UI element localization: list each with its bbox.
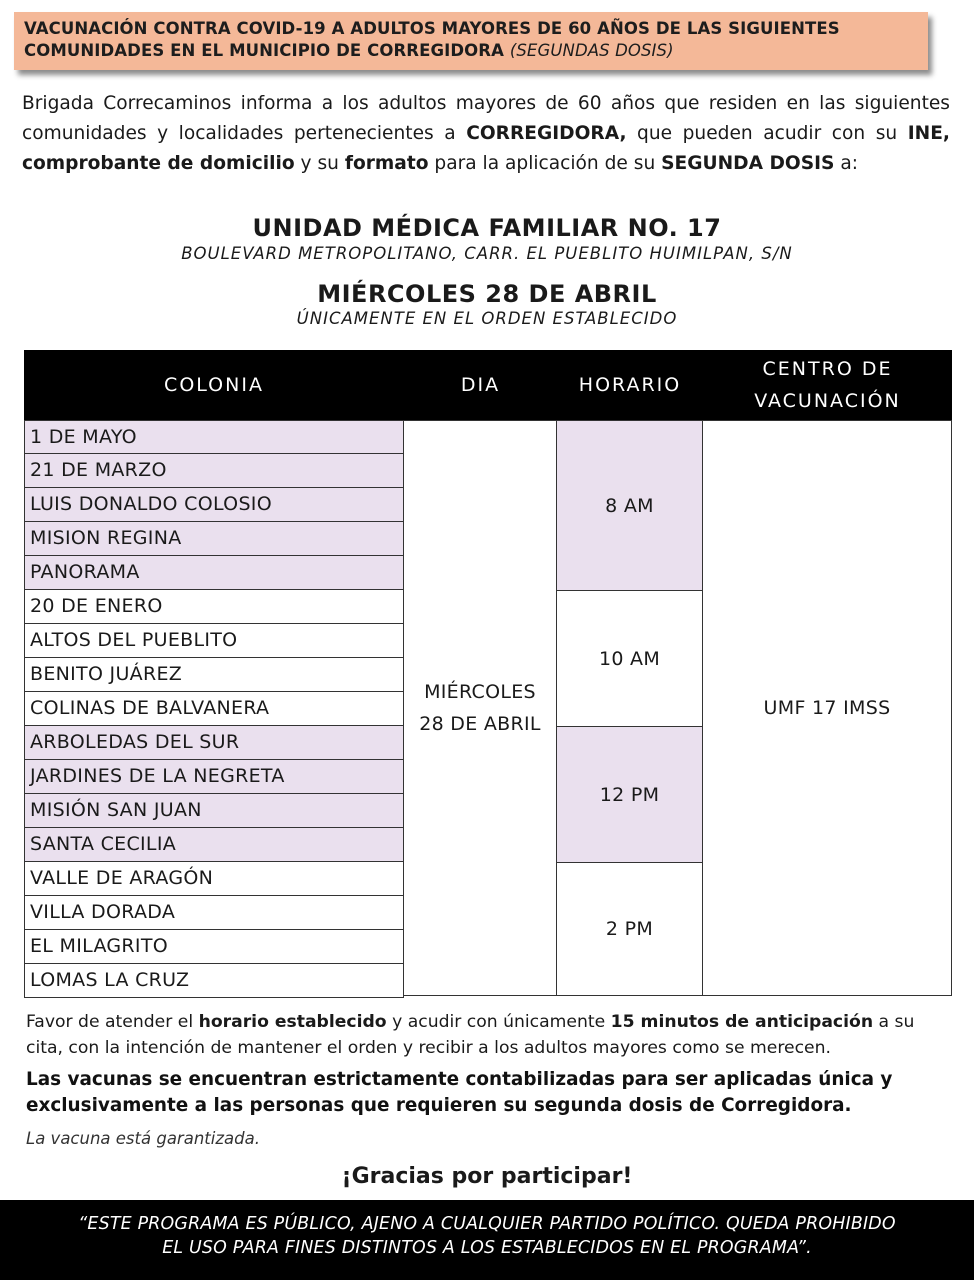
attendance-note xyxy=(26,1009,954,1061)
time-cell-12pm: 12 PM xyxy=(556,726,703,863)
intro-text-3: y su xyxy=(294,153,345,174)
note1-text-a: Favor de atender el xyxy=(26,1012,199,1032)
vaccination-center-cell: UMF 17 IMSS xyxy=(702,420,952,996)
date-title: MIÉRCOLES 28 DE ABRIL xyxy=(317,280,657,308)
table-row: BENITO JUÁREZ xyxy=(24,658,404,692)
header-colonia: COLONIA xyxy=(164,374,264,396)
table-row: EL MILAGRITO xyxy=(24,930,404,964)
footer-line-2: EL USO PARA FINES DISTINTOS A LOS ESTABLECIDOS EN EL PROGRAMA”. xyxy=(162,1238,812,1258)
table-row: SANTA CECILIA xyxy=(24,828,404,862)
intro-text-1: Brigada Correcaminos informa a los adultos mayores de 60 años que residen en las siguientes comunidades y localidades pertenecientes a xyxy=(22,93,950,144)
table-row: 1 DE MAYO xyxy=(24,420,404,454)
banner-line-2-text: COMUNIDADES EN EL MUNICIPIO DE CORREGIDORA xyxy=(24,41,504,60)
header-centro xyxy=(703,350,952,420)
intro-bold-1: CORREGIDORA, xyxy=(466,123,627,144)
table-row: 20 DE ENERO xyxy=(24,590,404,624)
intro-text-2: que pueden acudir con su xyxy=(626,123,908,144)
table-row: ARBOLEDAS DEL SUR xyxy=(24,726,404,760)
title-banner xyxy=(14,12,928,70)
guarantee-note: La vacuna está garantizada. xyxy=(26,1129,260,1148)
note1-text-e: a su cita, con la intención de mantener el orden y recibir a los adultos mayores como se merecen. xyxy=(26,1012,915,1058)
intro-bold-4: SEGUNDA DOSIS xyxy=(661,153,835,174)
table-row: JARDINES DE LA NEGRETA xyxy=(24,760,404,794)
unit-address: BOULEVARD METROPOLITANO, CARR. EL PUEBLITO HUIMILPAN, S/N xyxy=(181,244,793,263)
footer-line-1: “ESTE PROGRAMA ES PÚBLICO, AJENO A CUALQUIER PARTIDO POLÍTICO. QUEDA PROHIBIDO xyxy=(78,1214,896,1234)
table-row: MISIÓN SAN JUAN xyxy=(24,794,404,828)
table-header xyxy=(24,350,952,420)
time-cell-8am: 8 AM xyxy=(556,420,703,591)
vaccine-count-note: Las vacunas se encuentran estrictamente contabilizadas para ser aplicadas única y exclusivamente a las personas que requieren su segunda dosis de Corregidora. xyxy=(26,1069,893,1116)
intro-bold-3: formato xyxy=(344,153,429,174)
legal-footer xyxy=(0,1200,974,1280)
table-row: MISION REGINA xyxy=(24,522,404,556)
intro-text-4: para la aplicación de su xyxy=(428,153,662,174)
note1-text-c: y acudir con únicamente xyxy=(386,1012,611,1032)
table-row: ALTOS DEL PUEBLITO xyxy=(24,624,404,658)
header-centro-line1: CENTRO DE xyxy=(762,358,893,380)
header-dia: DIA xyxy=(460,374,501,396)
intro-paragraph xyxy=(22,89,950,179)
note1-bold-b: horario establecido xyxy=(198,1012,387,1032)
header-centro-line2: VACUNACIÓN xyxy=(754,390,901,412)
intro-text-5: a: xyxy=(834,153,858,174)
table-row: COLINAS DE BALVANERA xyxy=(24,692,404,726)
table-row: PANORAMA xyxy=(24,556,404,590)
banner-line-2 xyxy=(24,40,918,62)
note1-bold-d: 15 minutos de anticipación xyxy=(610,1012,874,1032)
table-row: VALLE DE ARAGÓN xyxy=(24,862,404,896)
table-row: LOMAS LA CRUZ xyxy=(24,964,404,998)
day-cell xyxy=(403,420,557,996)
time-cell-2pm: 2 PM xyxy=(556,862,703,996)
table-row: VILLA DORADA xyxy=(24,896,404,930)
schedule-table xyxy=(24,350,952,996)
day-line-2: 28 DE ABRIL xyxy=(419,713,541,735)
date-subtitle: ÚNICAMENTE EN EL ORDEN ESTABLECIDO xyxy=(296,309,678,328)
table-row: LUIS DONALDO COLOSIO xyxy=(24,488,404,522)
thanks-message: ¡Gracias por participar! xyxy=(341,1164,633,1189)
day-line-1: MIÉRCOLES xyxy=(424,681,536,703)
unit-title: UNIDAD MÉDICA FAMILIAR NO. 17 xyxy=(252,214,722,242)
banner-line-1: VACUNACIÓN CONTRA COVID-19 A ADULTOS MAYORES DE 60 AÑOS DE LAS SIGUIENTES xyxy=(24,19,840,38)
table-row: 21 DE MARZO xyxy=(24,454,404,488)
banner-line-2-italic: (SEGUNDAS DOSIS) xyxy=(509,41,674,60)
header-horario: HORARIO xyxy=(578,374,682,396)
time-cell-10am: 10 AM xyxy=(556,590,703,727)
intro-bold-2: INE, comprobante de domicilio xyxy=(22,123,950,174)
